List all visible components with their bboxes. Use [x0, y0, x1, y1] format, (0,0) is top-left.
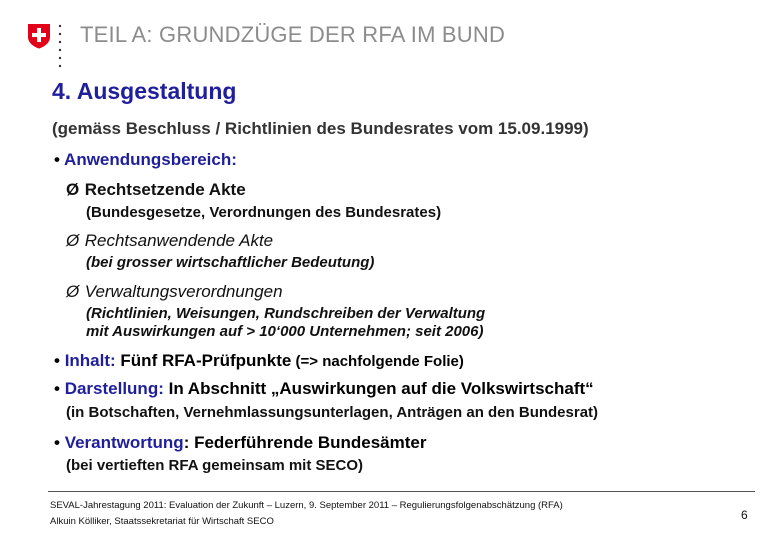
bullet-dot: • [54, 379, 60, 398]
bullet-label: Inhalt: [64, 351, 116, 370]
subitem-note-line2: mit Auswirkungen auf > 10‘000 Unternehmen; seit 2006) [86, 323, 484, 340]
bullet-label: Darstellung: [64, 379, 164, 398]
subitem-verwaltungsverordnungen [66, 282, 283, 302]
subitem-rechtsetzende-akte [66, 180, 246, 200]
subitem-rechtsanwendende-akte [66, 231, 273, 251]
bullet-dot: • [54, 433, 60, 452]
footer-divider [48, 491, 755, 492]
slide-header: TEIL A: GRUNDZÜGE DER RFA IM BUND [80, 22, 506, 47]
footer-line2: Alkuin Kölliker, Staatssekretariat für Wirtschaft SECO [50, 516, 274, 527]
bullet-note: (bei vertieften RFA gemeinsam mit SECO) [66, 457, 364, 474]
page-number: 6 [741, 508, 748, 522]
swiss-cross-shield-icon [26, 23, 52, 49]
bullet-text: Fünf RFA-Prüfpunkte [115, 351, 292, 370]
bullet-text: In Abschnitt „Auswirkungen auf die Volkswirtschaft“ [163, 379, 594, 398]
subitem-note: (bei grosser wirtschaftlicher Bedeutung) [86, 254, 375, 271]
bullet-verantwortung [54, 433, 426, 453]
arrow-right-icon: Ø [66, 231, 80, 250]
subitem-note-line1: (Richtlinien, Weisungen, Rundschreiben der Verwaltung [86, 305, 486, 322]
bullet-darstellung [54, 379, 594, 399]
bullet-inhalt [54, 351, 464, 371]
subitem-text: Rechtsanwendende Akte [84, 231, 274, 250]
subitem-text: Verwaltungsverordnungen [84, 282, 283, 301]
bullet-anwendungsbereich [54, 150, 237, 170]
arrow-right-icon: Ø [66, 282, 80, 301]
logo-divider [58, 22, 62, 72]
bullet-label: Verantwortung [64, 433, 184, 452]
bullet-note: (in Botschaften, Vernehmlassungsunterlagen, Anträgen an den Bundesrat) [66, 404, 599, 421]
bullet-dot: • [54, 351, 60, 370]
bullet-dot: • [54, 150, 60, 169]
slide-heading: 4. Ausgestaltung [52, 78, 237, 104]
subitem-note: (Bundesgesetze, Verordnungen des Bundesrates) [86, 204, 442, 221]
bullet-text: : Federführende Bundesämter [183, 433, 427, 452]
bullet-label: Anwendungsbereich: [64, 150, 237, 169]
bullet-extra: (=> nachfolgende Folie) [291, 353, 464, 370]
slide-subheading: (gemäss Beschluss / Richtlinien des Bundesrates vom 15.09.1999) [52, 119, 589, 138]
subitem-text: Rechtsetzende Akte [84, 180, 246, 199]
arrow-right-icon: Ø [66, 180, 80, 199]
footer-line1: SEVAL-Jahrestagung 2011: Evaluation der Zukunft – Luzern, 9. September 2011 – Regulierungsfolgenabschätzung (RFA) [50, 500, 563, 511]
